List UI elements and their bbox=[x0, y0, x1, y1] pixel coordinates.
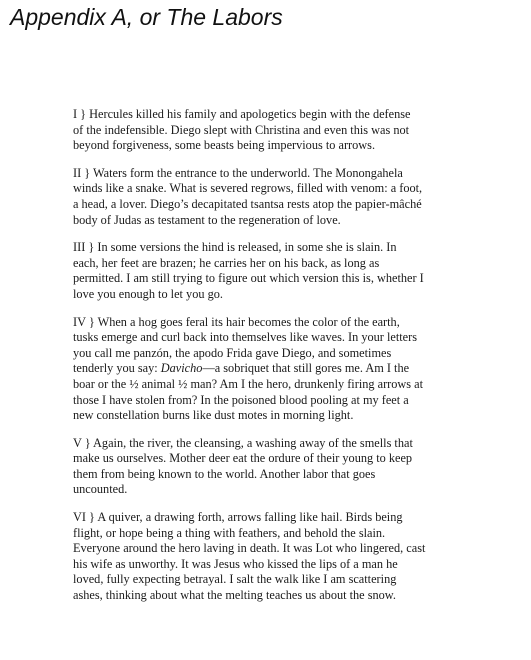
paragraph-line bbox=[73, 138, 465, 154]
labor-numeral: III } bbox=[73, 240, 95, 255]
labor-paragraph bbox=[73, 107, 465, 154]
labor-numeral: VI } bbox=[73, 510, 95, 525]
labor-paragraph bbox=[73, 436, 465, 498]
paragraph-line bbox=[73, 541, 465, 557]
paragraph-line bbox=[73, 588, 465, 604]
text-segment: beyond forgiveness, some beasts being impervious to arrows. bbox=[73, 138, 376, 153]
labor-numeral: IV } bbox=[73, 314, 95, 329]
text-segment: body of Judas as testament to the regeneration of love. bbox=[73, 212, 341, 227]
text-segment: permitted. I am still trying to figure out which version this is, whether I bbox=[73, 271, 424, 286]
paragraph-line bbox=[73, 346, 465, 362]
paragraph-line bbox=[73, 467, 465, 483]
text-segment: tenderly you say: bbox=[73, 361, 161, 376]
text-segment: flight, or hope being a thing with feathers, and behold the slain. bbox=[73, 525, 386, 540]
text-segment: Waters form the entrance to the underworld. The Monongahela bbox=[93, 165, 403, 180]
paragraph-line bbox=[73, 287, 465, 303]
text-segment: tusks emerge and curl back into themselves like waves. In your letters bbox=[73, 330, 417, 345]
text-segment: those I have stolen from? In the poisoned blood pooling at my feet a bbox=[73, 392, 409, 407]
paragraph-line bbox=[73, 361, 465, 377]
text-segment: In some versions the hind is released, in some she is slain. In bbox=[97, 240, 397, 255]
paragraph-line bbox=[73, 451, 465, 467]
text-segment: uncounted. bbox=[73, 482, 128, 497]
text-segment: Hercules killed his family and apologetics begin with the defense bbox=[89, 107, 411, 121]
text-segment: his wife as unworthy. It was Jesus who kissed the lips of a man he bbox=[73, 556, 398, 571]
labor-numeral: V } bbox=[73, 435, 91, 450]
text-segment: of the indefensible. Diego slept with Christina and even this was not bbox=[73, 122, 410, 137]
paragraph-line bbox=[73, 256, 465, 272]
text-segment: them from being known to the world. Another labor that goes bbox=[73, 466, 376, 481]
labor-paragraph bbox=[73, 315, 465, 424]
text-segment: A quiver, a drawing forth, arrows falling like hail. Birds being bbox=[97, 510, 403, 525]
paragraph-line bbox=[73, 330, 465, 346]
text-segment: a head, a lover. Diego’s decapitated tsantsa rests atop the papier-mâché bbox=[73, 196, 422, 211]
paragraph-line bbox=[73, 107, 465, 123]
paragraph-line bbox=[73, 181, 465, 197]
text-segment: boar or the ½ animal ½ man? Am I the hero, drunkenly firing arrows at bbox=[73, 376, 424, 391]
paragraph-line bbox=[73, 166, 465, 182]
paragraph-line bbox=[73, 315, 465, 331]
paragraph-line bbox=[73, 482, 465, 498]
paragraph-line bbox=[73, 271, 465, 287]
paragraph-line bbox=[73, 377, 465, 393]
text-segment: make us ourselves. Mother deer eat the ordure of their young to keep bbox=[73, 451, 413, 466]
text-segment: —a sobriquet that still gores me. Am I the bbox=[202, 361, 410, 376]
paragraph-line bbox=[73, 510, 465, 526]
text-segment: ashes, thinking about what the melting teaches us about the snow. bbox=[73, 588, 396, 603]
text-segment: When a hog goes feral its hair becomes the color of the earth, bbox=[97, 314, 400, 329]
text-segment: winds like a snake. What is severed regrows, filled with venom: a foot, bbox=[73, 181, 423, 196]
paragraph-line bbox=[73, 393, 465, 409]
labor-paragraph bbox=[73, 166, 465, 228]
labors-list bbox=[73, 107, 465, 616]
labor-numeral: I } bbox=[73, 107, 87, 121]
paragraph-line bbox=[73, 213, 465, 229]
paragraph-line bbox=[73, 408, 465, 424]
paragraph-line bbox=[73, 123, 465, 139]
labor-paragraph bbox=[73, 510, 465, 604]
paragraph-line bbox=[73, 240, 465, 256]
text-segment: love you enough to let you go. bbox=[73, 286, 223, 301]
italic-text: Davicho bbox=[160, 361, 203, 376]
text-segment: you call me panzón, the apodo Frida gave Diego, and sometimes bbox=[73, 345, 392, 360]
text-segment: new constellation burns like dust motes in morning light. bbox=[73, 408, 354, 423]
paragraph-line bbox=[73, 557, 465, 573]
text-segment: Again, the river, the cleansing, a washing away of the smells that bbox=[93, 435, 413, 450]
text-segment: loved, fully expecting betrayal. I salt the walk like I am scattering bbox=[73, 572, 397, 587]
paragraph-line bbox=[73, 436, 465, 452]
labor-numeral: II } bbox=[73, 165, 91, 180]
paragraph-line bbox=[73, 197, 465, 213]
text-segment: each, her feet are brazen; he carries her on his back, as long as bbox=[73, 255, 380, 270]
page-title: Appendix A, or The Labors bbox=[10, 4, 283, 30]
labor-paragraph bbox=[73, 240, 465, 302]
paragraph-line bbox=[73, 572, 465, 588]
text-segment: Everyone around the hero laving in death. It was Lot who lingered, cast bbox=[73, 541, 426, 556]
paragraph-line bbox=[73, 526, 465, 542]
